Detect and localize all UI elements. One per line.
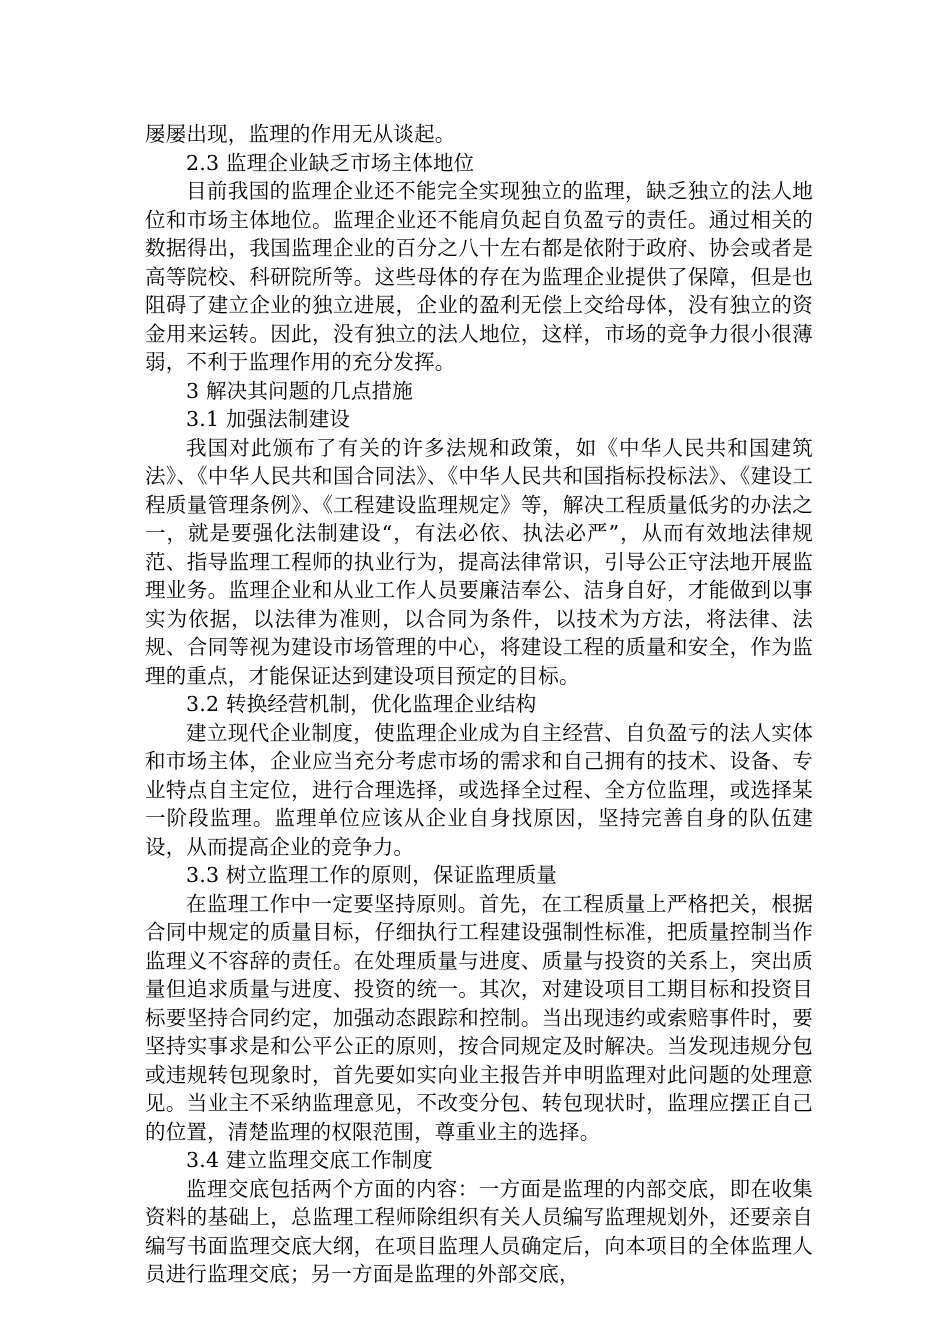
section-heading-3-4: 3.4 建立监理交底工作制度 <box>186 1148 433 1172</box>
section-heading-3-2: 3.2 转换经营机制，优化监理企业结构 <box>186 692 537 716</box>
paragraph-continued: 屡屡出现，监理的作用无从谈起。 <box>145 122 456 146</box>
paragraph-2-3-body: 目前我国的监理企业还不能完全实现独立的监理，缺乏独立的法人地位和市场主体地位。监理企业还不能肩负起自负盈亏的责任。通过相关的数据得出，我国监理企业的百分之八十左右都是依附于政府、协会或者是高等院校、科研院所等。这些母体的存在为监理企业提供了保障，但是也阻碍了建立企业的独立进展，企业的盈利无偿上交给母体，没有独立的资金用来运转。因此，没有独立的法人地位，这样，市场的竞争力很小很薄弱，不利于监理作用的充分发挥。 <box>145 179 813 374</box>
section-heading-2-3: 2.3 监理企业缺乏市场主体地位 <box>186 150 475 175</box>
section-heading-3: 3 解决其问题的几点措施 <box>186 378 413 403</box>
paragraph-3-3-body: 在监理工作中一定要坚持原则。首先，在工程质量上严格把关，根据合同中规定的质量目标，仔细执行工程建设强制性标准，把质量控制当作监理义不容辞的责任。在处理质量与进度、质量与投资的关系上，突出质量但追求质量与进度、投资的统一。其次，对建设项目工期目标和投资目标要坚持合同约定，加强动态跟踪和控制。当出现违约或索赔事件时，要坚持实事求是和公平公正的原则，按合同规定及时解决。当发现违规分包或违规转包现象时，首先要如实向业主报告并申明监理对此问题的处理意见。当业主不采纳监理意见，不改变分包、转包现状时，监理应摆正自己的位置，清楚监理的权限范围，尊重业主的选择。 <box>145 891 813 1144</box>
section-heading-3-3: 3.3 树立监理工作的原则，保证监理质量 <box>186 863 558 887</box>
paragraph-3-1-body: 我国对此颁布了有关的许多法规和政策，如《中华人民共和国建筑法》、《中华人民共和国合同法》、《中华人民共和国指标投标法》、《建设工程质量管理条例》、《工程建设监理规定》等，解决工程质量低劣的办法之一，就是要强化法制建设“，有法必依、执法必严”，从而有效地法律规范、指导监理工程师的执业行为，提高法律常识，引导公正守法地开展监理业务。监理企业和从业工作人员要廉洁奉公、洁身自好，才能做到以事实为依据，以法律为准则，以合同为条件，以技术为方法，将法律、法规、合同等视为建设市场管理的中心，将建设工程的质量和安全，作为监理的重点，才能保证达到建设项目预定的目标。 <box>145 435 813 688</box>
section-heading-3-1: 3.1 加强法制建设 <box>186 407 351 431</box>
document-body <box>145 120 813 1289</box>
paragraph-3-2-body: 建立现代企业制度，使监理企业成为自主经营、自负盈亏的法人实体和市场主体，企业应当充分考虑市场的需求和自己拥有的技术、设备、专业特点自主定位，进行合理选择，或选择全过程、全方位监理，或选择某一阶段监理。监理单位应该从企业自身找原因，坚持完善自身的队伍建设，从而提高企业的竞争力。 <box>145 720 813 859</box>
paragraph-3-4-body: 监理交底包括两个方面的内容：一方面是监理的内部交底，即在收集资料的基础上，总监理工程师除组织有关人员编写监理规划外，还要亲自编写书面监理交底大纲，在项目监理人员确定后，向本项目的全体监理人员进行监理交底；另一方面是监理的外部交底， <box>145 1176 813 1286</box>
